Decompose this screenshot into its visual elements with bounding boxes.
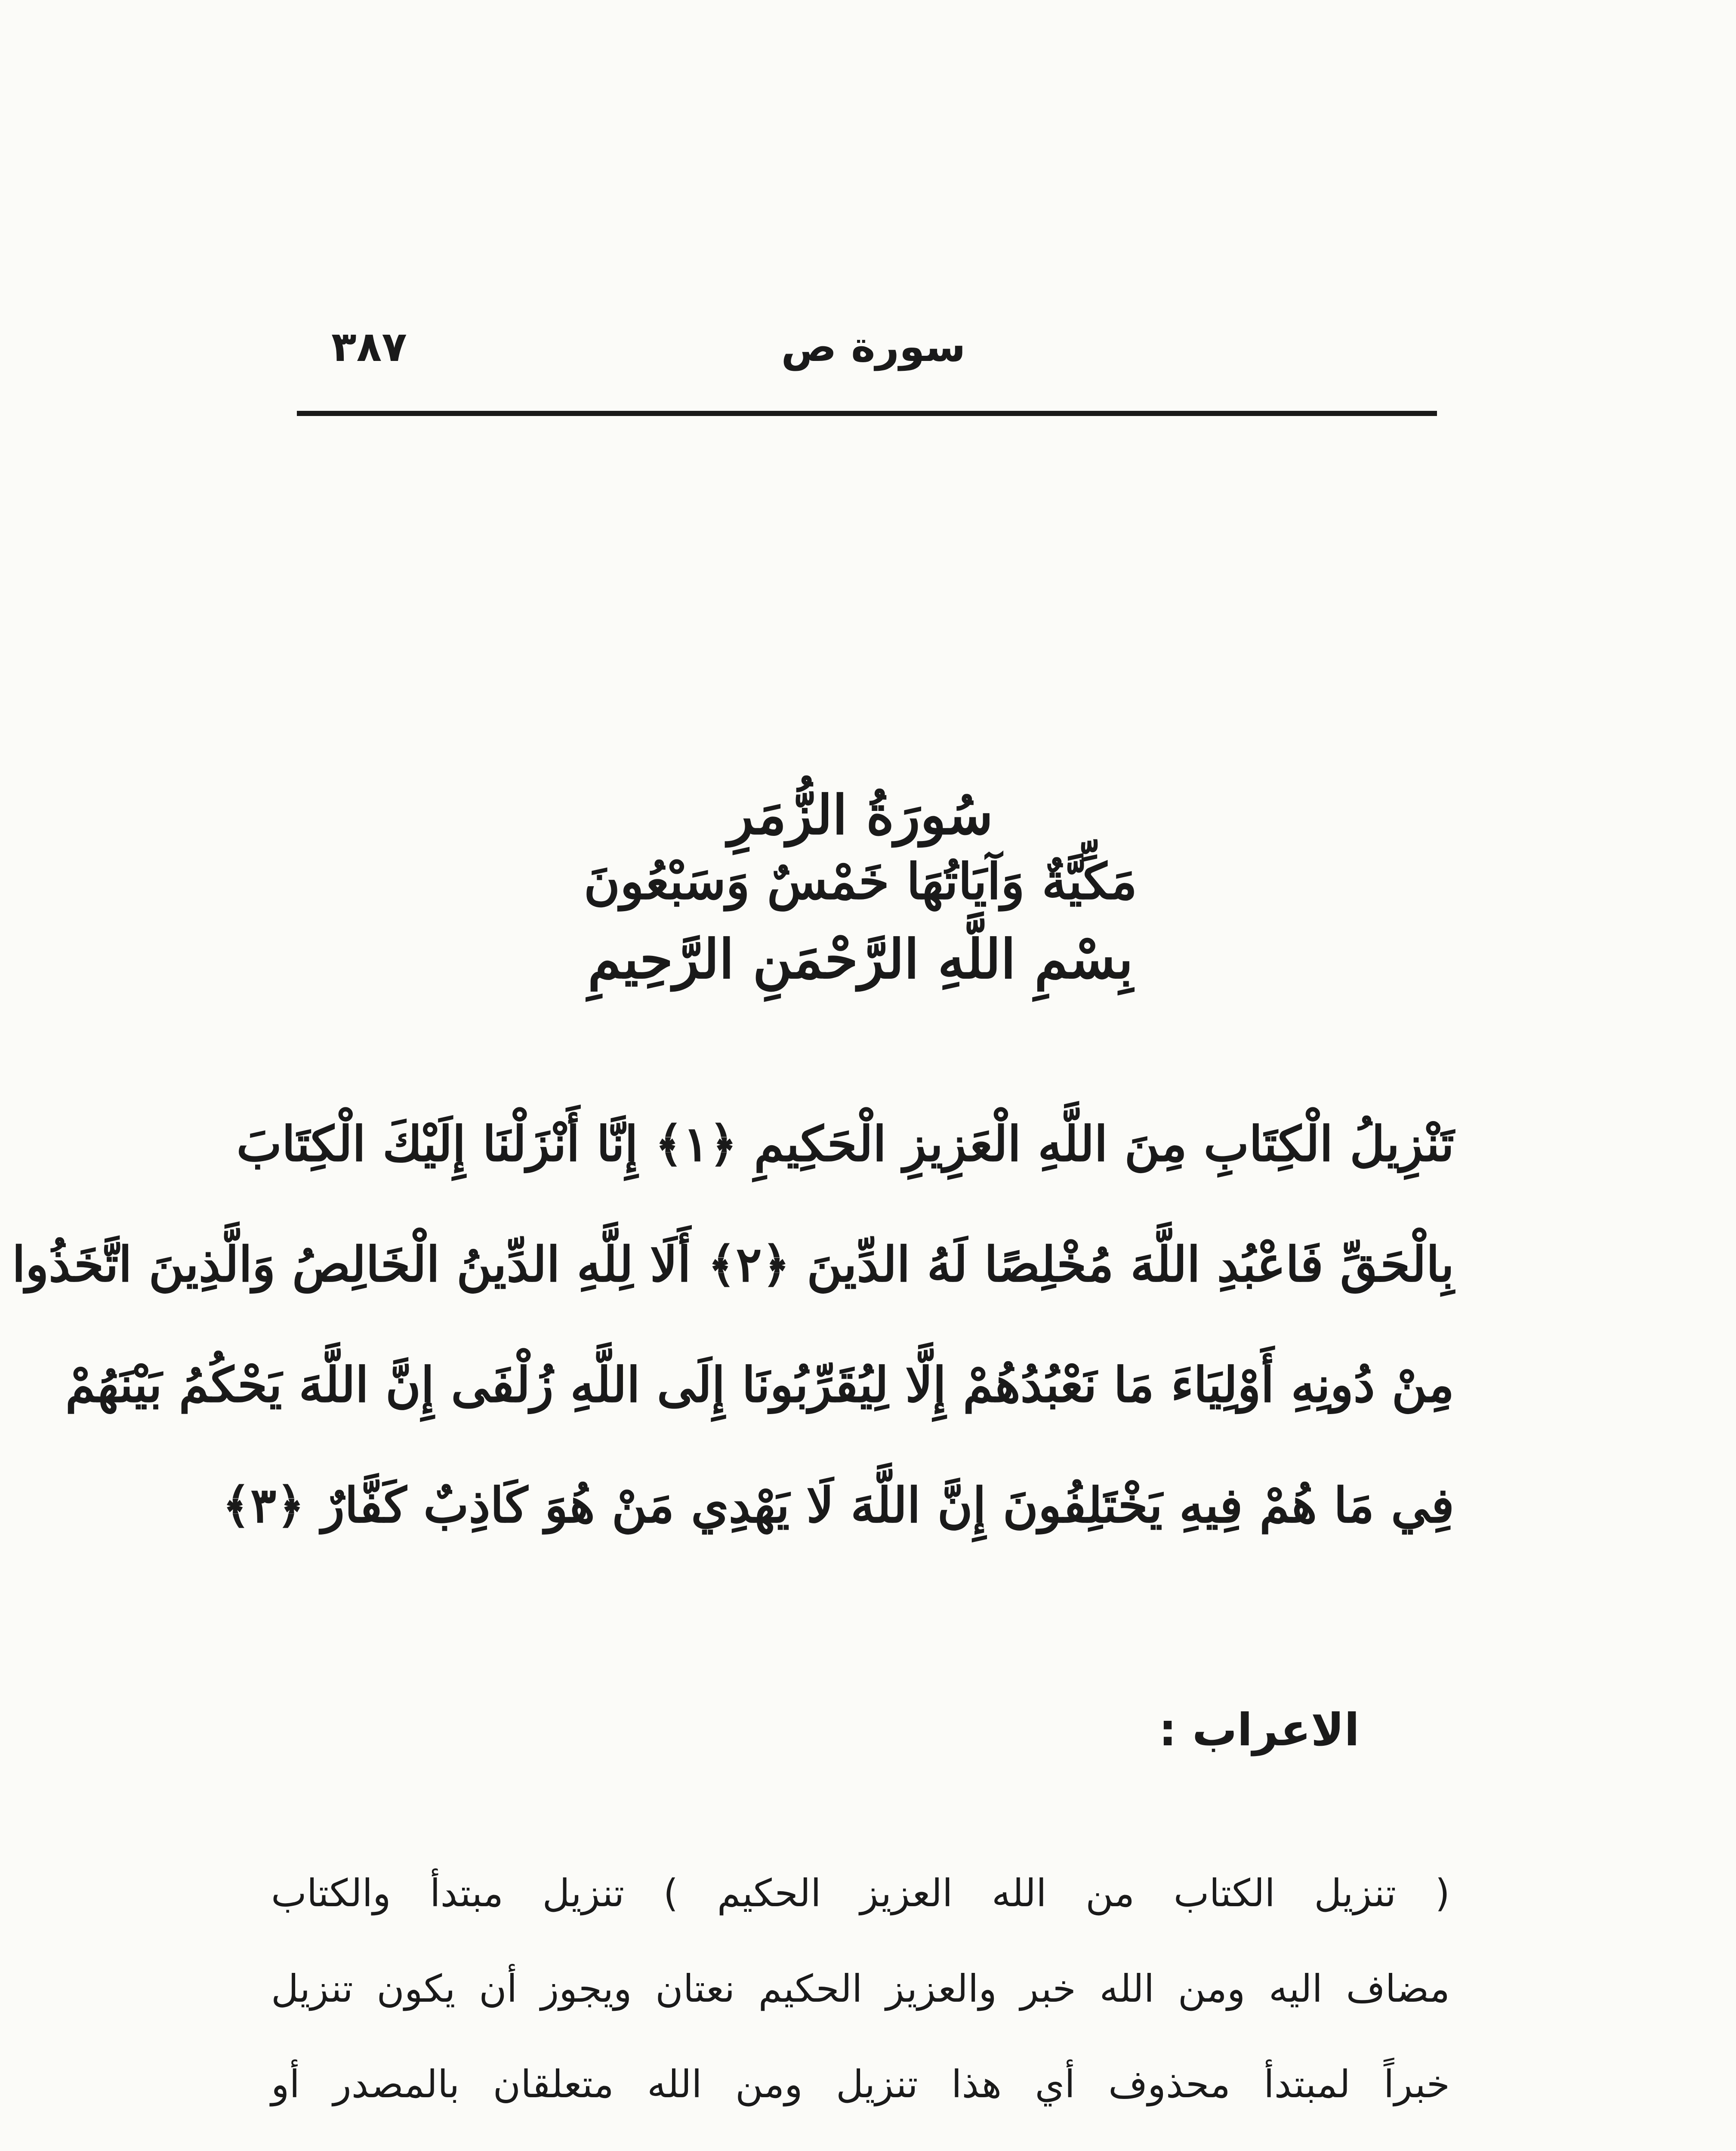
irab-line: ( تنزيل الكتاب من الله العزيز الحكيم ) تنزيل مبتدأ والكتاب [271,1871,1450,1915]
surah-name: سُورَةُ الزُّمَرِ [728,784,993,847]
page-number: ٣٨٧ [331,323,407,371]
basmala: بِسْمِ اللَّهِ الرَّحْمَنِ الرَّحِيمِ [588,928,1133,991]
irab-body [271,1846,1450,2151]
header-rule [297,411,1437,416]
irab-line: خبراً لمبتدأ محذوف أي هذا تنزيل ومن الله متعلقان بالمصدر أو [271,2062,1450,2106]
irab-heading: الاعراب : [1159,1704,1360,1756]
irab-line: مضاف اليه ومن الله خبر والعزيز الحكيم نعتان ويجوز أن يكون تنزيل [271,1966,1450,2011]
running-header [297,318,1437,387]
verse-line: بِالْحَقِّ فَاعْبُدِ اللَّهَ مُخْلِصًا لَهُ الدِّينَ ﴿٢﴾ أَلَا لِلَّهِ الدِّينُ الْخَالِصُ وَالَّذِينَ اتَّخَذُوا [12,1236,1454,1293]
verse-line: تَنْزِيلُ الْكِتَابِ مِنَ اللَّهِ الْعَزِيزِ الْحَكِيمِ ﴿١﴾ إِنَّا أَنْزَلْنَا إِلَيْكَ الْكِتَابَ [236,1116,1454,1172]
quran-verses [12,1084,1454,1566]
irab-line [271,2132,1450,2151]
verse-line: مِنْ دُونِهِ أَوْلِيَاءَ مَا نَعْبُدُهُمْ إِلَّا لِيُقَرِّبُونَا إِلَى اللَّهِ زُلْفَى إِنَّ اللَّهَ يَحْكُمُ بَيْنَهُمْ [65,1357,1454,1413]
running-title: سورة ص [781,323,966,371]
surah-info: مَكِّيَّةٌ وَآيَاتُهَا خَمْسٌ وَسَبْعُونَ [583,853,1138,911]
verse-line: فِي مَا هُمْ فِيهِ يَخْتَلِفُونَ إِنَّ اللَّهَ لَا يَهْدِي مَنْ هُوَ كَاذِبٌ كَفَّارٌ ﴿٣﴾ [222,1477,1454,1534]
surah-heading [452,783,1269,1002]
